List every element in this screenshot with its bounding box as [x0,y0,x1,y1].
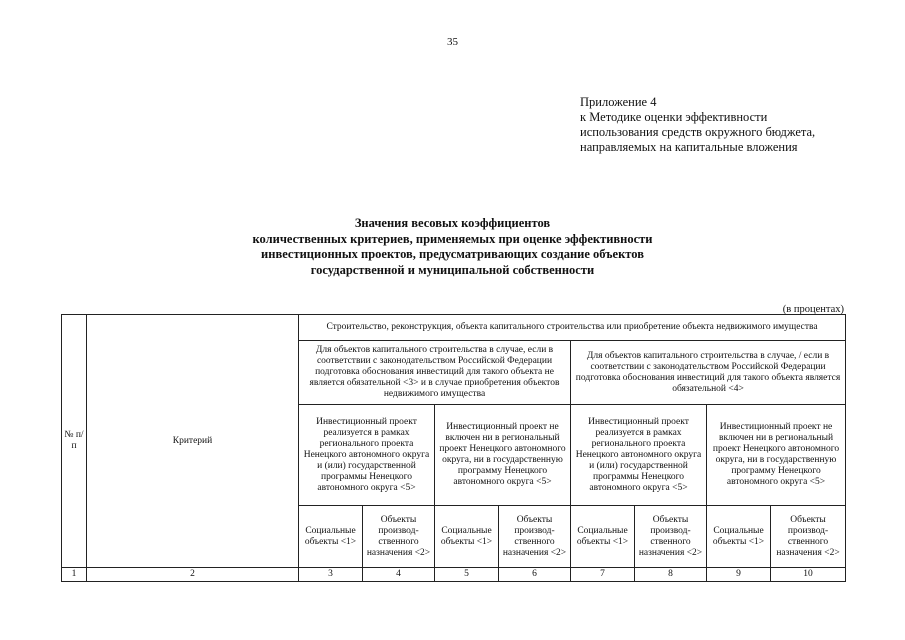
coefficients-table [61,314,846,582]
appendix-block [580,95,815,155]
header-production: Объекты производ- ственного назначения <2> [635,506,707,568]
column-number: 10 [771,568,846,582]
appendix-line: Приложение 4 [580,95,657,109]
title-line: инвестиционных проектов, предусматривающих создание объектов [261,247,644,261]
appendix-line: использования средств окружного бюджета, [580,125,816,139]
column-number: 6 [499,568,571,582]
column-number: 3 [299,568,363,582]
header-group-not-mandatory: Для объектов капитального строительства в случае, если в соответствии с законодательством Российской Федерации подготовка обоснования инвестиций для такого объекта не является обязательной <3> и в случае приобретения объектов недвижимого имущества [299,341,571,405]
header-num: № п/п [62,315,87,568]
title-line: Значения весовых коэффициентов [354,216,551,230]
header-production: Объекты производ- ственного назначения <2> [771,506,846,568]
header-social: Социальные объекты <1> [299,506,363,568]
appendix-line: направляемых на капитальные вложения [580,140,798,154]
column-number: 8 [635,568,707,582]
column-number: 7 [571,568,635,582]
header-criterion: Критерий [87,315,299,568]
appendix-line: к Методике оценки эффективности [580,110,768,124]
header-included-b: Инвестиционный проект реализуется в рамках регионального проекта Ненецкого автономного округа и (или) государственной программы Ненецкого автономного округа <5> [571,405,707,506]
header-included-a: Инвестиционный проект реализуется в рамках регионального проекта Ненецкого автономного округа и (или) государственной программы Ненецкого автономного округа <5> [299,405,435,506]
column-number-row [62,568,846,582]
header-group-mandatory: Для объектов капитального строительства в случае, / если в соответствии с законодательством Российской Федерации подготовка обоснования инвестиций для такого объекта является обязательной <4> [571,341,846,405]
column-number: 5 [435,568,499,582]
page-number: 35 [447,36,458,48]
document-title [0,216,905,278]
header-social: Социальные объекты <1> [571,506,635,568]
column-number: 9 [707,568,771,582]
column-number: 1 [62,568,87,582]
header-social: Социальные объекты <1> [435,506,499,568]
header-excluded-a: Инвестиционный проект не включен ни в региональный проект Ненецкого автономного округа, ни в государственную программу Ненецкого автономного округа <5> [435,405,571,506]
header-excluded-b: Инвестиционный проект не включен ни в региональный проект Ненецкого автономного округа, ни в государственную программу Ненецкого автономного округа <5> [707,405,846,506]
title-line: государственной и муниципальной собственности [310,262,595,277]
header-production: Объекты производ- ственного назначения <2> [499,506,571,568]
title-line: количественных критериев, применяемых при оценке эффективности [252,231,653,246]
column-number: 4 [363,568,435,582]
header-social: Социальные объекты <1> [707,506,771,568]
units-note: (в процентах) [782,304,844,315]
header-construction: Строительство, реконструкция, объекта капитального строительства или приобретение объекта недвижимого имущества [299,315,846,341]
header-production: Объекты производ- ственного назначения <2> [363,506,435,568]
column-number: 2 [87,568,299,582]
